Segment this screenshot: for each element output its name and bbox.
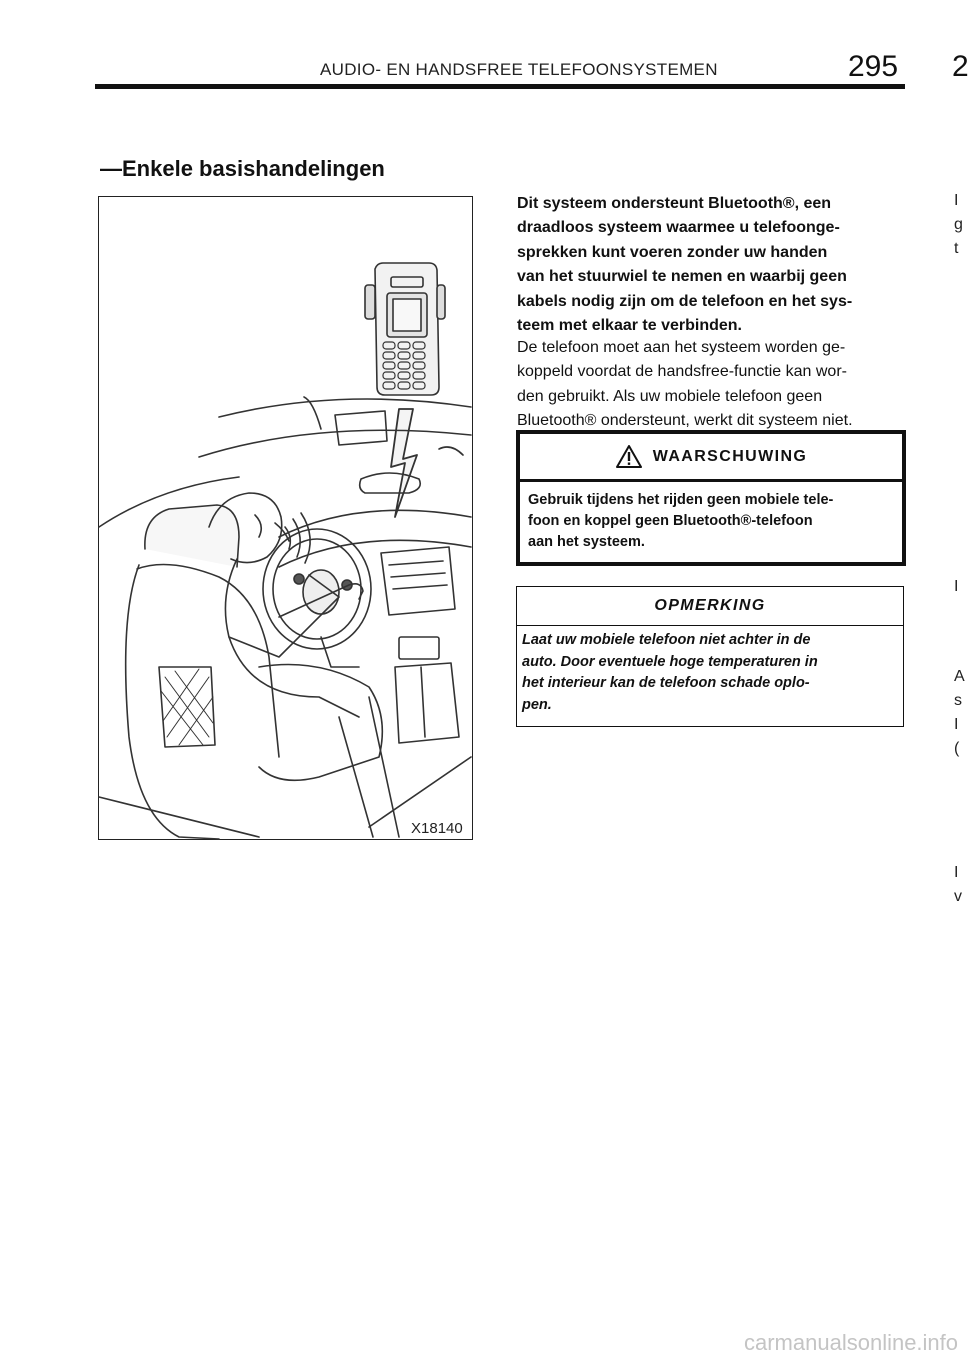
warning-triangle-icon xyxy=(615,444,643,469)
page-number: 295 xyxy=(848,50,899,83)
warning-title: WAARSCHUWING xyxy=(652,447,808,465)
edge-fragment: A xyxy=(954,668,965,685)
figure-code: X18140 xyxy=(411,820,463,837)
note-title: OPMERKING xyxy=(654,597,766,614)
edge-fragment: ( xyxy=(954,740,960,757)
wireless-signal-icon xyxy=(391,409,417,517)
edge-fragment: I xyxy=(954,192,959,209)
edge-fragment: I xyxy=(954,864,959,881)
warning-text: Gebruik tijdens het rijden geen mobiele tele- foon en koppel geen Bluetooth®-telefoon aan het systeem. xyxy=(528,492,834,550)
edge-fragment: s xyxy=(954,692,962,709)
bluetooth-phone-illustration xyxy=(98,196,473,840)
section-title: —Enkele basishandelingen xyxy=(100,156,385,181)
edge-fragment: I xyxy=(954,716,959,733)
pairing-paragraph: De telefoon moet aan het systeem worden ge- koppeld voordat de handsfree-functie kan wor- den gebruikt. Als uw mobiele telefoon geen Bluetooth® ondersteunt, werkt dit systeem niet. xyxy=(517,339,853,430)
note-header xyxy=(517,587,903,626)
edge-fragment: v xyxy=(954,888,962,905)
note-text: Laat uw mobiele telefoon niet achter in de auto. Door eventuele hoge temperaturen in het interieur kan de telefoon schade oplo- pen. xyxy=(522,632,818,713)
next-page-number-fragment: 2 xyxy=(952,50,969,83)
intro-paragraph-bold: Dit systeem ondersteunt Bluetooth®, een draadloos systeem waarmee u telefoonge- sprekken kunt voeren zonder uw handen van het stuurwiel te nemen en waarbij geen kabels nodig zijn om de telefoon en het sys- teem met elkaar te verbinden. xyxy=(517,195,853,335)
footer-watermark: carmanualsonline.info xyxy=(744,1330,959,1355)
header-rule xyxy=(95,84,905,89)
edge-fragment: t xyxy=(954,240,959,257)
warning-header xyxy=(520,434,902,482)
edge-fragment: g xyxy=(954,216,963,233)
running-header-title: AUDIO- EN HANDSFREE TELEFOONSYSTEMEN xyxy=(320,60,718,79)
note-box xyxy=(516,586,904,727)
edge-fragment: I xyxy=(954,578,959,595)
warning-box xyxy=(516,430,906,566)
mobile-phone-icon xyxy=(365,263,445,395)
